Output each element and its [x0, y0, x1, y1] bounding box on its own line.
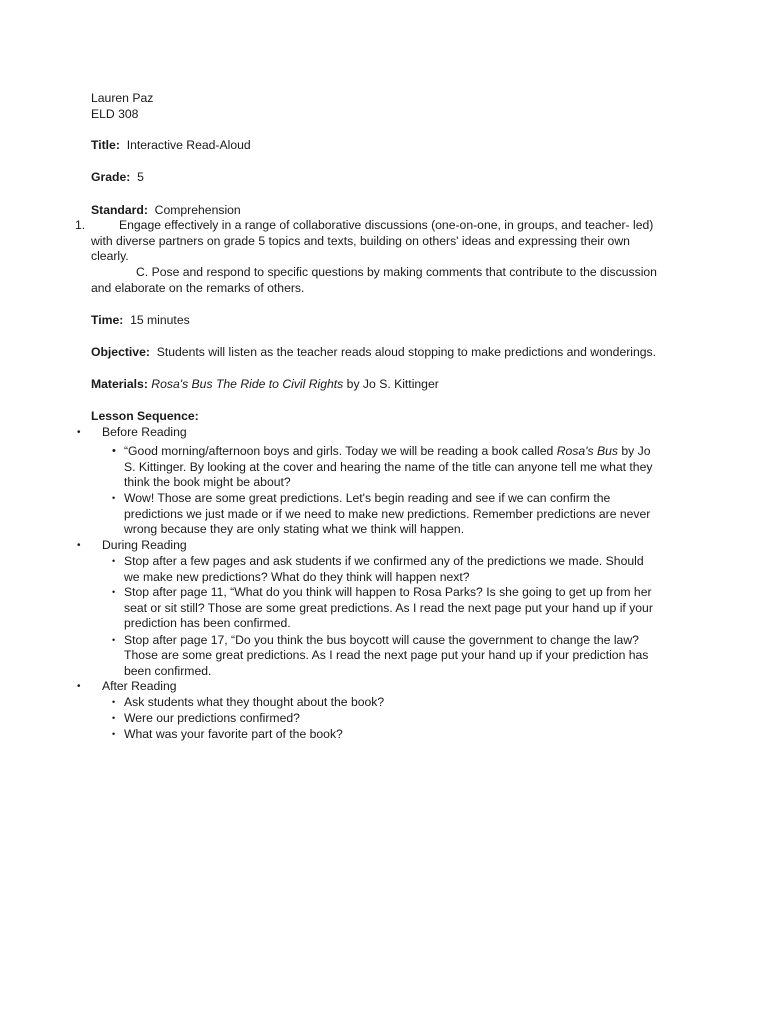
- list-item-line: prediction has been confirmed.: [124, 616, 291, 630]
- section-label-during-reading: During Reading: [102, 538, 187, 552]
- list-item-line: Stop after page 17, “Do you think the bus boycott will cause the government to change the law?: [124, 633, 639, 647]
- bullet-icon: •: [112, 493, 116, 503]
- title-row: [91, 137, 251, 153]
- list-item-line: What was your favorite part of the book?: [124, 727, 343, 741]
- title-value: Interactive Read-Aloud: [126, 138, 251, 152]
- standard-row: [91, 202, 241, 218]
- standard-sub-line: and elaborate on the remarks of others.: [91, 281, 305, 295]
- materials-author: by Jo S. Kittinger: [346, 377, 439, 391]
- section-label-before-reading: Before Reading: [102, 425, 187, 439]
- book-title-italic: Rosa's Bus: [556, 444, 618, 458]
- bullet-icon: •: [112, 556, 116, 566]
- time-row: [91, 312, 190, 328]
- section-label-after-reading: After Reading: [102, 679, 177, 693]
- list-item-line: S. Kittinger. By looking at the cover and hearing the name of the title can anyone tell me what they: [124, 460, 653, 474]
- bullet-icon: •: [77, 681, 81, 692]
- time-label: Time:: [91, 313, 124, 327]
- course-code: ELD 308: [91, 107, 139, 121]
- standard-value: Comprehension: [154, 203, 241, 217]
- objective-value: Students will listen as the teacher reads aloud stopping to make predictions and wonderings.: [156, 345, 657, 359]
- materials-row: [91, 376, 439, 392]
- grade-row: [91, 169, 144, 185]
- list-item-line: Stop after page 11, “What do you think will happen to Rosa Parks? Is she going to get up from her: [124, 585, 652, 599]
- list-item-line: Ask students what they thought about the book?: [124, 695, 385, 709]
- list-item-line: Those are some great predictions. As I read the next page put your hand up if your prediction has: [124, 648, 649, 662]
- time-value: 15 minutes: [130, 313, 190, 327]
- list-item-line: Wow! Those are some great predictions. Let's begin reading and see if we can confirm the: [124, 491, 611, 505]
- bullet-icon: •: [112, 729, 116, 739]
- bullet-icon: •: [112, 587, 116, 597]
- grade-label: Grade:: [91, 170, 131, 184]
- bullet-icon: •: [112, 635, 116, 645]
- standard-label: Standard:: [91, 203, 148, 217]
- list-item-line: think the book might be about?: [124, 475, 291, 489]
- materials-label: Materials:: [91, 377, 148, 391]
- grade-value: 5: [137, 170, 144, 184]
- objective-label: Objective:: [91, 345, 150, 359]
- list-item-line: we make new predictions? What do they think will happen next?: [124, 570, 470, 584]
- standard-item-line: with diverse partners on grade 5 topics and texts, building on others' ideas and expressing their own: [91, 234, 630, 248]
- lesson-sequence-heading: Lesson Sequence:: [91, 409, 199, 423]
- standard-item-line: Engage effectively in a range of collaborative discussions (one-on-one, in groups, and teacher- led): [119, 218, 654, 232]
- list-item-line: wrong because they are only stating what we think will happen.: [124, 522, 465, 536]
- bullet-icon: •: [77, 427, 81, 438]
- list-item-text: “Good morning/afternoon boys and girls. Today we will be reading a book called: [124, 444, 557, 458]
- list-item-line: predictions we just made or if we need to make new predictions. Remember predictions are never: [124, 507, 651, 521]
- list-item-line: been confirmed.: [124, 664, 212, 678]
- materials-book-title: Rosa's Bus The Ride to Civil Rights: [151, 377, 344, 391]
- list-item-line: seat or sit still? Those are some great predictions. As I read the next page put your hand up if your: [124, 601, 653, 615]
- bullet-icon: •: [112, 445, 116, 457]
- standard-item-line: clearly.: [91, 249, 129, 263]
- title-label: Title:: [91, 138, 120, 152]
- list-item-line: Were our predictions confirmed?: [124, 711, 300, 725]
- list-item-text: by Jo: [617, 444, 651, 458]
- standard-sub-line: C. Pose and respond to specific questions by making comments that contribute to the discussion: [136, 265, 657, 279]
- list-item-line: Stop after a few pages and ask students if we confirmed any of the predictions we made. Should: [124, 554, 644, 568]
- bullet-icon: •: [77, 540, 81, 551]
- list-item-line: [124, 443, 650, 459]
- objective-row: [91, 344, 656, 360]
- author-name: Lauren Paz: [91, 91, 154, 105]
- standard-item-number: 1.: [75, 218, 86, 232]
- bullet-icon: •: [112, 697, 116, 707]
- bullet-icon: •: [112, 713, 116, 723]
